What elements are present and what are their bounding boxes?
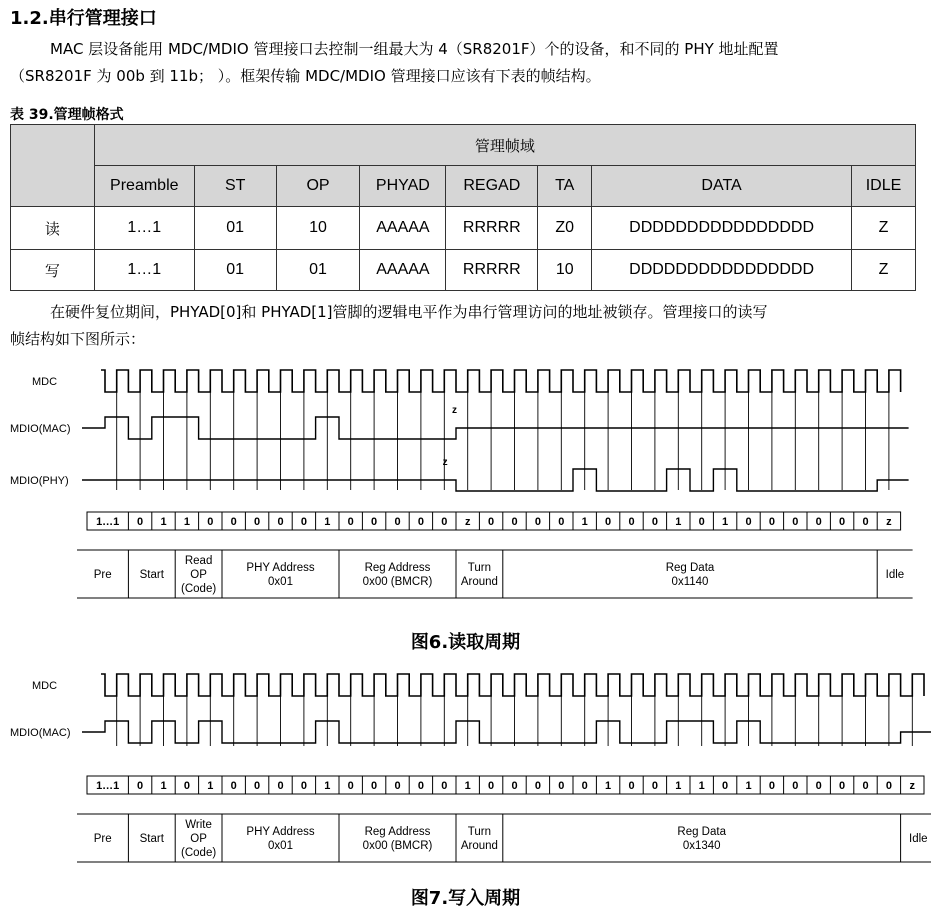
bit-value: 0 — [371, 780, 378, 792]
field-label: Write — [185, 819, 212, 831]
bit-value: 0 — [254, 516, 261, 528]
bit-value: 1 — [745, 780, 752, 792]
bit-value: 0 — [394, 516, 401, 528]
bit-value: 0 — [394, 780, 401, 792]
reset-line-1: 在硬件复位期间，PHYAD[0]和 PHYAD[1]管脚的逻辑电平作为串行管理访问的地址被锁存。管理接口的读写 — [50, 303, 768, 321]
field-label: Pre — [93, 569, 112, 581]
management-frame-table — [10, 124, 916, 291]
bit-value: 0 — [558, 516, 565, 528]
field-label: Reg Address — [364, 562, 431, 574]
bit-value: 0 — [651, 780, 658, 792]
bit-value: 0 — [534, 780, 541, 792]
bit-value: 1 — [160, 516, 167, 528]
field-label: Read — [184, 555, 213, 567]
table-cell: Z0 — [538, 207, 592, 250]
bit-value: 0 — [300, 780, 307, 792]
bit-value: 0 — [441, 780, 448, 792]
field-label: Around — [460, 576, 498, 588]
table-cell: Z — [851, 250, 915, 291]
bit-value: 0 — [417, 516, 424, 528]
bit-value: 1 — [324, 516, 331, 528]
table-cell: 10 — [538, 250, 592, 291]
bit-value: 0 — [628, 780, 635, 792]
column-header: OP — [276, 166, 360, 207]
z-marker: z — [452, 405, 457, 416]
table-cell: Z — [851, 207, 915, 250]
bit-value: 0 — [722, 780, 729, 792]
figure7-title: 图7.写入周期 — [410, 888, 521, 909]
column-header: REGAD — [446, 166, 538, 207]
column-header: DATA — [592, 166, 852, 207]
intro-line-2: （SR8201F 为 00b 到 11b； ）。框架传输 MDC/MDIO 管理接口应该有下表的帧结构。 — [10, 67, 601, 85]
bit-value: 0 — [230, 516, 237, 528]
field-label: Around — [460, 840, 498, 852]
field-label: Pre — [93, 833, 112, 845]
signal-label: MDC — [32, 680, 58, 692]
bit-value: 1 — [698, 780, 705, 792]
bit-value: 0 — [254, 780, 261, 792]
column-header: ST — [194, 166, 276, 207]
bit-value: 1 — [675, 780, 682, 792]
field-label: Reg Data — [665, 562, 715, 574]
table-row — [11, 207, 916, 250]
table-cell: AAAAA — [360, 250, 446, 291]
bit-value: 0 — [277, 516, 284, 528]
signal-label: MDIO(MAC) — [10, 423, 71, 435]
bit-value: 0 — [628, 516, 635, 528]
field-label: 0x1340 — [682, 840, 721, 852]
bit-value: 0 — [183, 780, 190, 792]
field-label: Reg Address — [364, 826, 431, 838]
bit-value: 1 — [207, 780, 214, 792]
table-cell: 01 — [194, 250, 276, 291]
table-cell: RRRRR — [446, 250, 538, 291]
field-label: Start — [139, 569, 164, 581]
bit-value: 1 — [183, 516, 190, 528]
bit-value: z — [909, 780, 916, 792]
bit-value: 0 — [745, 516, 752, 528]
signal-label: MDC — [32, 376, 58, 388]
reset-paragraph — [10, 299, 925, 353]
field-label: 0x01 — [268, 840, 293, 852]
bit-value: 0 — [792, 516, 799, 528]
table-cell: AAAAA — [360, 207, 446, 250]
bit-value: 0 — [347, 780, 354, 792]
table-cell: 01 — [276, 250, 360, 291]
field-label: 0x00 (BMCR) — [362, 840, 433, 852]
field-label: (Code) — [181, 847, 217, 859]
bit-value: 0 — [137, 780, 144, 792]
field-label: Idle — [909, 833, 928, 845]
bit-value: 1 — [722, 516, 729, 528]
signal-label: MDIO(PHY) — [10, 475, 69, 487]
field-label: 0x1140 — [671, 576, 709, 588]
field-label: Start — [139, 833, 164, 845]
bit-value: 1…1 — [96, 516, 120, 528]
field-label: Reg Data — [677, 826, 726, 838]
table-cell: 1…1 — [94, 250, 194, 291]
table-cell: 10 — [276, 207, 360, 250]
bit-value: 0 — [511, 780, 518, 792]
field-label: Turn — [467, 826, 492, 838]
column-header: TA — [538, 166, 592, 207]
bit-value: 0 — [441, 516, 448, 528]
field-label: OP — [190, 569, 207, 581]
bit-value: 0 — [839, 780, 846, 792]
bit-value: 1 — [324, 780, 331, 792]
z-marker: z — [442, 457, 448, 468]
bit-value: 0 — [815, 780, 822, 792]
mdc-clock-waveform — [101, 370, 901, 392]
bit-value: 0 — [277, 780, 284, 792]
bit-value: 0 — [839, 516, 846, 528]
bit-value: 0 — [207, 516, 214, 528]
bit-value: 0 — [768, 516, 775, 528]
bit-value: 0 — [534, 516, 541, 528]
bit-value: 0 — [605, 516, 612, 528]
column-header: PHYAD — [360, 166, 446, 207]
read-cycle-timing-diagram — [0, 360, 931, 608]
field-label: PHY Address — [246, 562, 315, 574]
table-row — [11, 250, 916, 291]
bit-value: 0 — [862, 780, 869, 792]
signal-label: MDIO(MAC) — [10, 727, 71, 739]
field-label: 0x01 — [268, 576, 293, 588]
bit-value: 0 — [488, 780, 495, 792]
bit-value: 1 — [675, 516, 682, 528]
bit-value: z — [886, 516, 892, 528]
column-header: IDLE — [851, 166, 915, 207]
intro-paragraph — [10, 36, 925, 90]
bit-value: 0 — [511, 516, 518, 528]
field-label: OP — [190, 833, 207, 845]
table-cell: DDDDDDDDDDDDDDDD — [592, 207, 852, 250]
mdio-mac-waveform — [82, 417, 909, 439]
bit-value: 1 — [464, 780, 471, 792]
write-cycle-timing-diagram — [0, 664, 931, 874]
bit-value: 0 — [417, 780, 424, 792]
bit-value: 0 — [137, 516, 144, 528]
table-cell: RRRRR — [446, 207, 538, 250]
bit-value: 1 — [605, 780, 612, 792]
bit-value: 0 — [488, 516, 495, 528]
intro-line-1: MAC 层设备能用 MDC/MDIO 管理接口去控制一组最大为 4（SR8201F）个的设备，和不同的 PHY 地址配置 — [50, 40, 779, 58]
bit-value: 0 — [371, 516, 378, 528]
bit-value: 0 — [300, 516, 307, 528]
bit-value: 0 — [815, 516, 822, 528]
bit-value: 0 — [698, 516, 705, 528]
field-label: Turn — [467, 562, 492, 574]
table-cell: DDDDDDDDDDDDDDDD — [592, 250, 852, 291]
column-header: Preamble — [94, 166, 194, 207]
table-cell: 01 — [194, 207, 276, 250]
bit-value: 1 — [581, 516, 588, 528]
bit-value: z — [464, 516, 471, 528]
field-label: Idle — [885, 569, 905, 581]
bit-value: 0 — [651, 516, 658, 528]
corner-cell — [11, 125, 95, 207]
figure6-title: 图6.读取周期 — [410, 632, 521, 653]
mdc-clock-waveform — [101, 674, 924, 696]
bit-value: 0 — [768, 780, 775, 792]
row-label: 写 — [11, 250, 95, 291]
row-label: 读 — [11, 207, 95, 250]
bit-value: 0 — [347, 516, 354, 528]
reset-line-2: 帧结构如下图所示： — [10, 330, 146, 348]
table-cell: 1…1 — [94, 207, 194, 250]
group-header: 管理帧域 — [94, 125, 915, 166]
field-label: 0x00 (BMCR) — [362, 576, 433, 588]
field-label: PHY Address — [246, 826, 315, 838]
mdio-phy-waveform — [82, 469, 909, 491]
bit-value: 0 — [885, 780, 892, 792]
bit-value: 1…1 — [96, 780, 120, 792]
table-caption: 表 39.管理帧格式 — [10, 107, 124, 123]
bit-value: 0 — [862, 516, 869, 528]
bit-value: 0 — [230, 780, 237, 792]
bit-value: 0 — [581, 780, 588, 792]
section-title: 1.2.串行管理接口 — [10, 8, 157, 29]
field-label: (Code) — [181, 583, 217, 595]
bit-value: 0 — [792, 780, 799, 792]
mdio-mac-waveform — [82, 721, 931, 743]
bit-value: 0 — [558, 780, 565, 792]
bit-value: 1 — [160, 780, 167, 792]
